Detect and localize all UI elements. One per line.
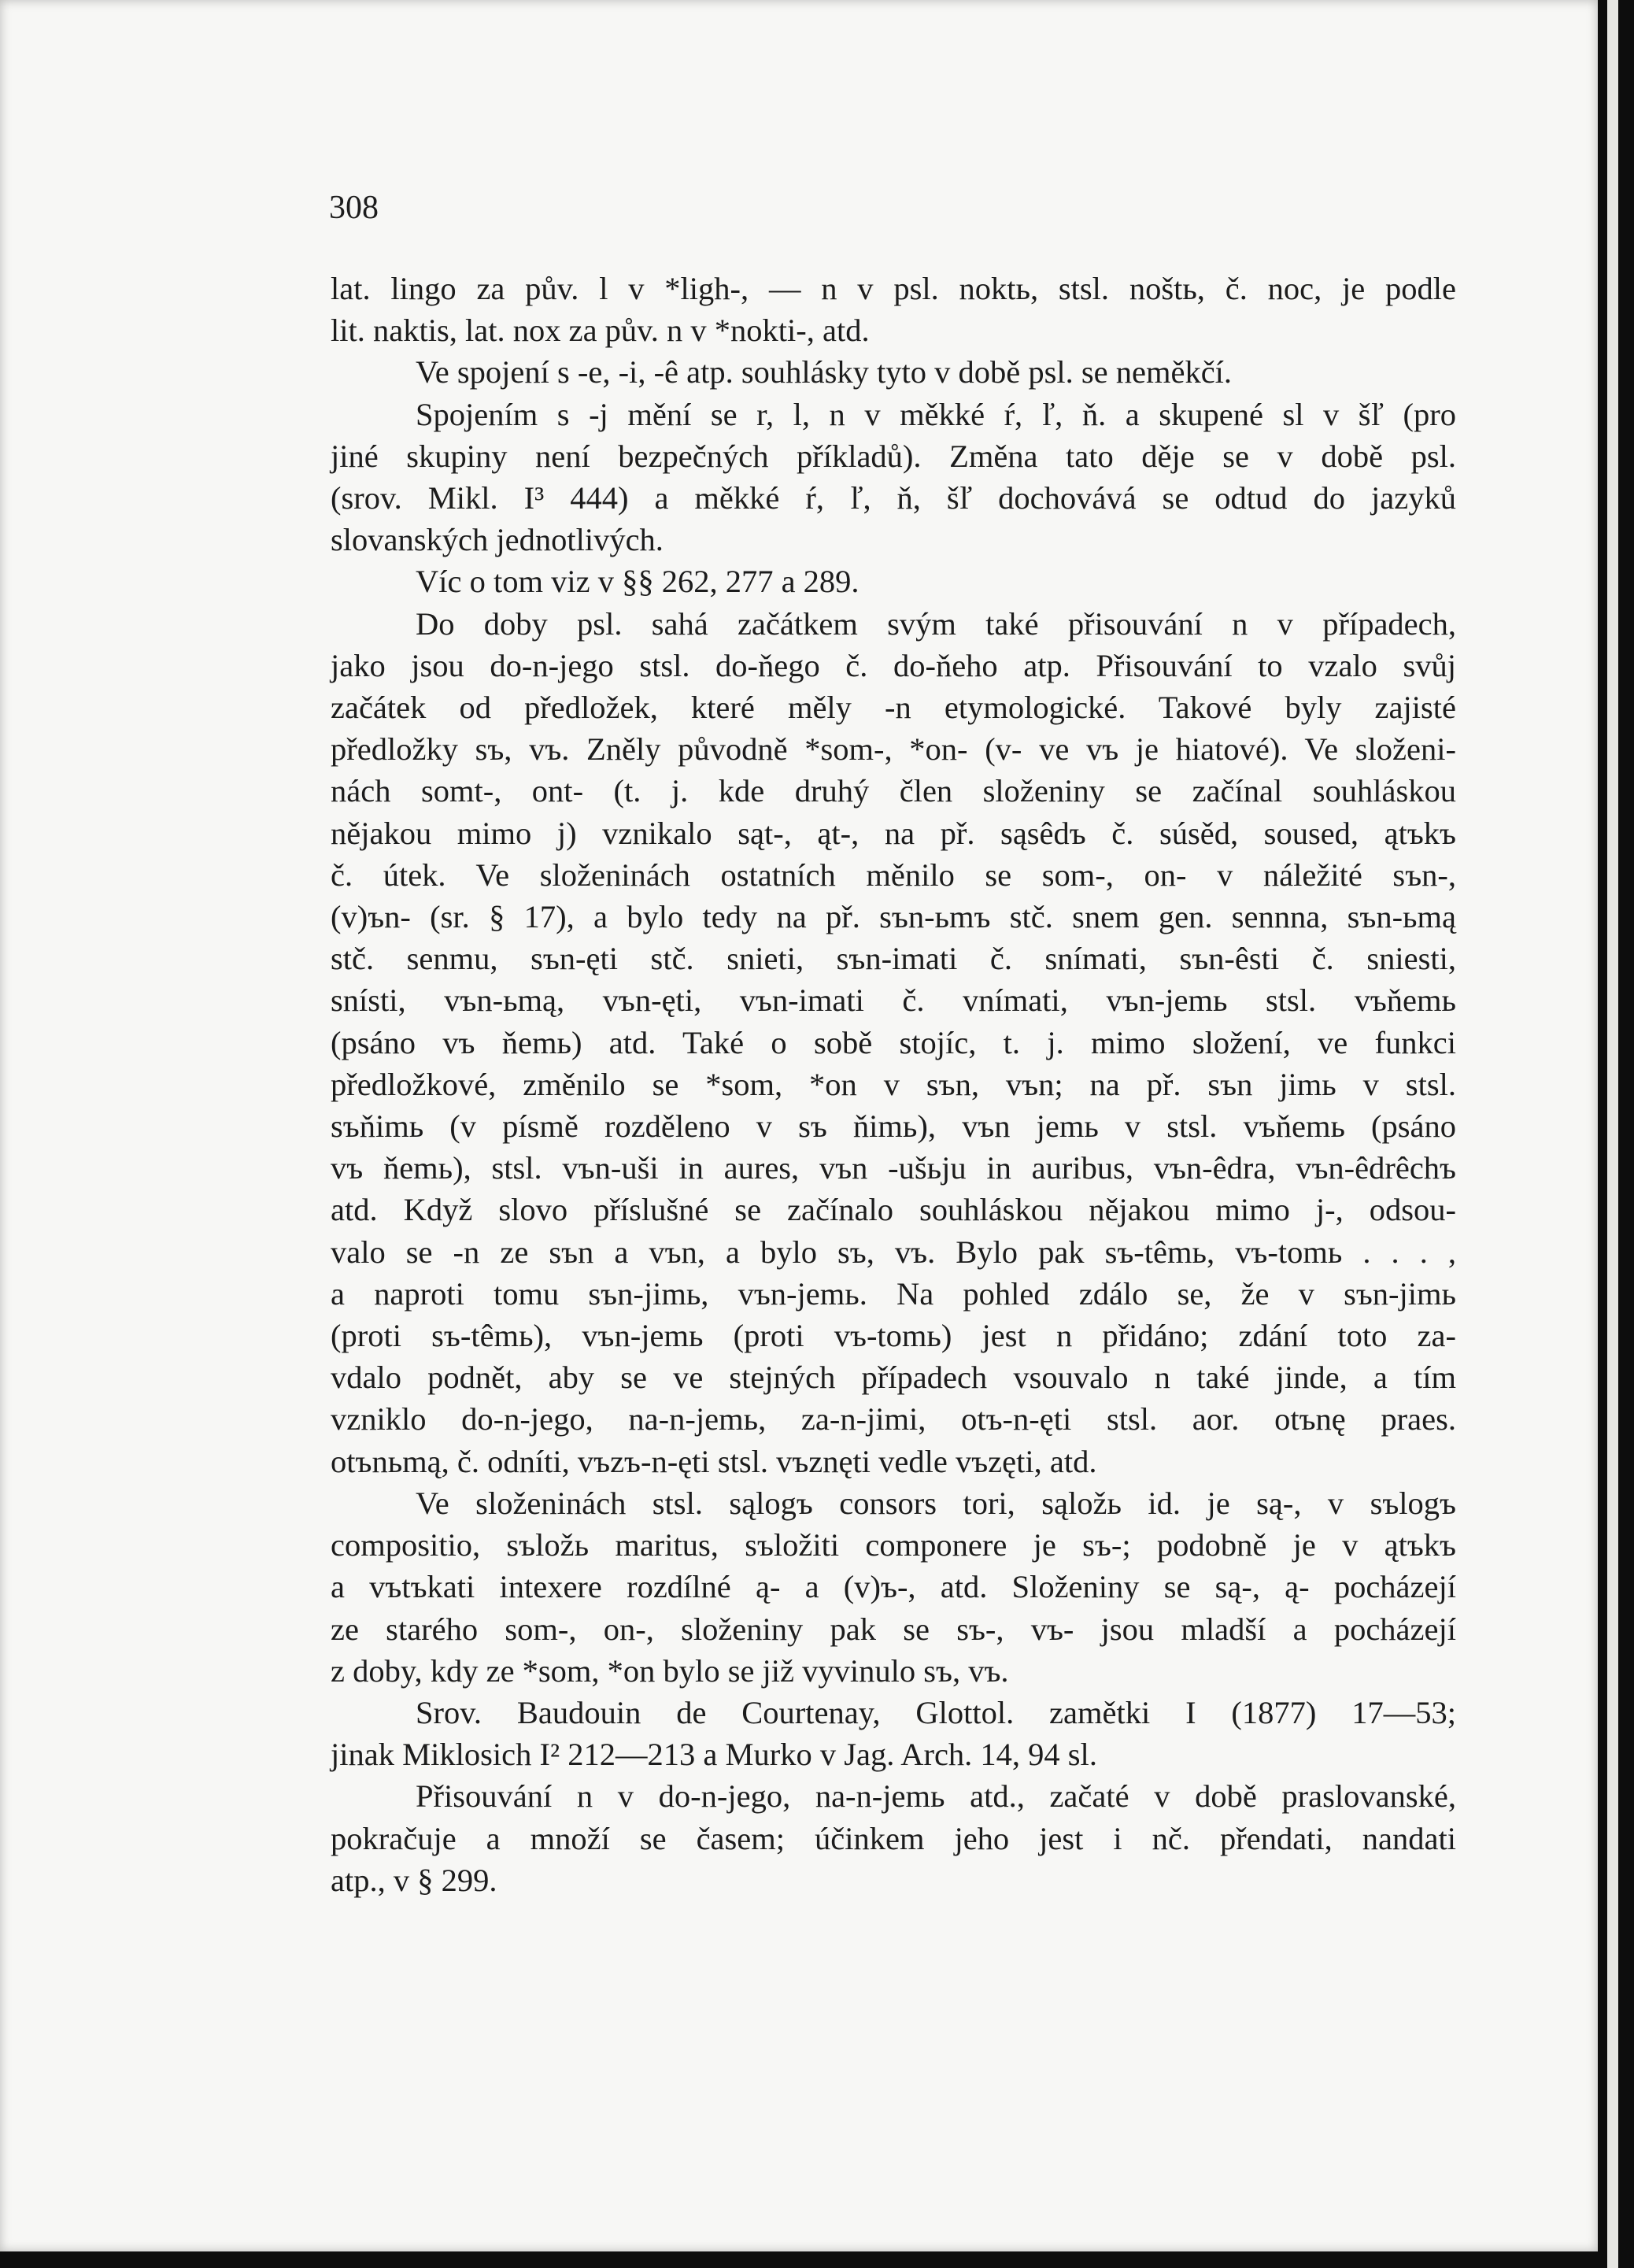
text-line: vъ ňemь), stsl. vъn-uši in aures, vъn -ušьju in auribus, vъn-êdra, vъn-êdrêchъ — [331, 1150, 1456, 1186]
text-line: jako jsou do-n-jego stsl. do-ňego č. do-ňeho atp. Přisouvání to vzalo svůj — [331, 647, 1456, 683]
text-line: Srov. Baudouin de Courtenay, Glottol. zamětki I (1877) 17—53; — [416, 1694, 1456, 1730]
text-line: předložky sъ, vъ. Zněly původně *som-, *on- (v- ve vъ je hiatové). Ve složeni- — [331, 731, 1456, 768]
text-line: z doby, kdy ze *som, *on bylo se již vyvinulo sъ, vъ. — [331, 1652, 1009, 1689]
text-line: jinak Miklosich I² 212—213 a Murko v Jag. Arch. 14, 94 sl. — [331, 1737, 1097, 1773]
text-line: vdalo podnět, aby se ve stejných případech vsouvalo n také jinde, a tím — [331, 1360, 1456, 1396]
text-line: atd. Když slovo příslušné se začínalo souhláskou nějakou mimo j-, odsou- — [331, 1192, 1456, 1228]
text-line: lat. lingo za pův. l v *ligh-, — n v psl. noktь, stsl. noštь, č. noc, je podle — [331, 271, 1456, 306]
text-line: začátek od předložek, které měly -n etymologické. Takové byly zajisté — [331, 690, 1456, 726]
text-line: compositio, sъložь maritus, sъložiti componere je sъ-; podobně je v ątъkъ — [331, 1527, 1456, 1563]
text-line: (psáno vъ ňemь) atd. Také o sobě stojíc, t. j. mimo složení, ve funkci — [331, 1024, 1456, 1060]
body-text — [331, 268, 1456, 1901]
text-line: snísti, vъn-ьmą, vъn-ęti, vъn-imati č. vnímati, vъn-jemь stsl. vъňemь — [331, 982, 1456, 1019]
text-line: otъnьmą, č. odníti, vъzъ-n-ęti stsl. vъznęti vedle vъzęti, atd. — [331, 1443, 1097, 1479]
text-line: ze starého som-, on-, složeniny pak se sъ-, vъ- jsou mladší a pocházejí — [331, 1611, 1456, 1647]
text-line: Spojením s -j mění se r, l, n v měkké ŕ, ľ, ň. a skupené sl v šľ (pro — [416, 396, 1456, 432]
text-line: stč. senmu, sъn-ęti stč. snieti, sъn-imati č. snímati, sъn-êsti č. sniesti, — [331, 941, 1456, 977]
text-line: (v)ъn- (sr. § 17), a bylo tedy na př. sъn-ьmъ stč. snem gen. sennna, sъn-ьmą — [331, 899, 1456, 935]
text-line: Přisouvání n v do-n-jego, na-n-jemь atd., začaté v době praslovanské, — [416, 1778, 1456, 1815]
text-line: nějakou mimo j) vznikalo sąt-, ąt-, na př. sąsêdъ č. súsěd, soused, ątъkъ — [331, 815, 1456, 851]
scan-edge-bottom — [0, 2251, 1598, 2268]
text-line: slovanských jednotlivých. — [331, 522, 664, 558]
text-line: vzniklo do-n-jego, na-n-jemь, za-n-jimi, otъ-n-ęti stsl. aor. otъnę praes. — [331, 1401, 1456, 1437]
text-line: jiné skupiny není bezpečných příkladů). Změna tato děje se v době psl. — [331, 438, 1456, 474]
text-line: Do doby psl. sahá začátkem svým také přisouvání n v případech, — [416, 605, 1456, 642]
text-line: a naproti tomu sъn-jimь, vъn-jemь. Na pohled zdálo se, že v sъn-jimь — [331, 1275, 1456, 1312]
text-line: předložkové, změnilo se *som, *on v sъn, vъn; na př. sъn jimь v stsl. — [331, 1066, 1456, 1102]
text-line: a vъtъkati intexere rozdílné ą- a (v)ъ-, atd. Složeniny se są-, ą- pocházejí — [331, 1569, 1456, 1605]
text-line: nách somt-, ont- (t. j. kde druhý člen složeniny se začínal souhláskou — [331, 773, 1456, 809]
text-line: sъňimь (v písmě rozděleno v sъ ňimь), vъn jemь v stsl. vъňemь (psáno — [331, 1108, 1456, 1145]
text-line: Ve spojení s -e, -i, -ê atp. souhlásky tyto v době psl. se neměkčí. — [416, 354, 1233, 390]
text-line: atp., v § 299. — [331, 1862, 497, 1898]
text-line: pokračuje a množí se časem; účinkem jeho jest i nč. přendati, nandati — [331, 1820, 1456, 1856]
text-line: valo se -n ze sъn a vъn, a bylo sъ, vъ. Bylo pak sъ-têmь, vъ-tomь . . . , — [331, 1234, 1456, 1270]
text-line: lit. naktis, lat. nox za pův. n v *nokti-, atd. — [331, 313, 870, 349]
text-line: Ve složeninách stsl. sąlogъ consors tori, sąložь id. je są-, v sъlogъ — [416, 1485, 1456, 1521]
text-line: (srov. Mikl. I³ 444) a měkké ŕ, ľ, ň, šľ dochovává se odtud do jazyků — [331, 480, 1456, 516]
scan-edge-strip — [1607, 0, 1618, 2268]
text-line: Víc o tom viz v §§ 262, 277 a 289. — [416, 564, 860, 600]
text-line: (proti sъ-têmь), vъn-jemь (proti vъ-tomь) jest n přidáno; zdání toto za- — [331, 1318, 1456, 1354]
text-line: č. útek. Ve složeninách ostatních měnilo se som-, on- v náležité sъn-, — [331, 857, 1456, 893]
page-number: 308 — [329, 190, 379, 226]
